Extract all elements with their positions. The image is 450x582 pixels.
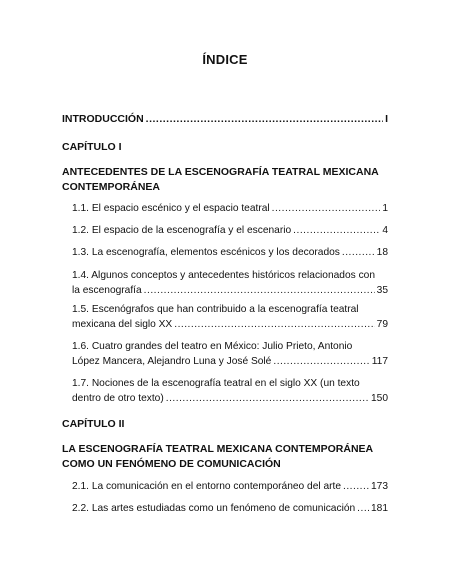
toc-entry-text: 1.4. Algunos conceptos y antecedentes históricos relacionados con (72, 270, 375, 281)
chapter-heading-line: COMO UN FENÓMENO DE COMUNICACIÓN (62, 458, 281, 470)
toc-leader-dots (174, 317, 374, 332)
toc-entry-label: INTRODUCCIÓN (62, 113, 144, 125)
toc-page-number: 117 (371, 356, 388, 367)
toc-entry (72, 302, 388, 332)
toc-leader-dots (343, 479, 369, 494)
toc-entry (72, 501, 388, 516)
chapter-heading (62, 165, 388, 195)
toc-page-number: I (385, 113, 388, 125)
toc-entry-text: 1.6. Cuatro grandes del teatro en México: Julio Prieto, Antonio (72, 341, 353, 352)
chapter-heading-line: ANTECEDENTES DE LA ESCENOGRAFÍA TEATRAL MEXICANA (62, 166, 379, 178)
page-title: ÍNDICE (202, 52, 248, 67)
chapter-heading (62, 442, 388, 472)
toc-entry-text: 1.3. La escenografía, elementos escénicos y los decorados (72, 247, 340, 258)
toc-page-number: 18 (376, 247, 388, 258)
toc-page-number: 79 (376, 319, 388, 330)
chapter-heading-line: CONTEMPORÁNEA (62, 181, 161, 193)
toc-entry-text: dentro de otro texto) (72, 393, 164, 404)
toc-entry-text: mexicana del siglo XX (72, 319, 173, 330)
toc-leader-dots (342, 245, 375, 260)
toc-entry (72, 339, 388, 369)
toc-leader-dots (272, 201, 381, 216)
toc-entry (72, 201, 388, 216)
toc-leader-dots (166, 391, 369, 406)
toc-entry (72, 376, 388, 406)
toc-entry-intro (62, 112, 388, 127)
toc-entry-text: 1.1. El espacio escénico y el espacio teatral (72, 203, 270, 214)
toc-entry-text: López Mancera, Alejandro Luna y José Solé (72, 356, 272, 367)
toc-leader-dots (273, 354, 369, 369)
toc-page-number: 1 (382, 203, 388, 214)
chapter-label: CAPÍTULO II (62, 418, 125, 430)
toc-page-number: 150 (371, 393, 388, 404)
chapter-label: CAPÍTULO I (62, 141, 122, 153)
toc-entry-text: 1.2. El espacio de la escenografía y el escenario (72, 225, 292, 236)
chapter-heading-line: LA ESCENOGRAFÍA TEATRAL MEXICANA CONTEMPORÁNEA (62, 443, 374, 455)
toc-leader-dots (293, 223, 380, 238)
toc-leader-dots (146, 112, 383, 127)
toc-page-number: 181 (371, 503, 388, 514)
toc-page-number: 4 (382, 225, 388, 236)
toc-leader-dots (144, 283, 375, 298)
toc-entry-text: 1.5. Escenógrafos que han contribuido a la escenografía teatral (72, 304, 359, 315)
toc-page-number: 173 (371, 481, 388, 492)
toc-entry (72, 245, 388, 260)
toc-page-number: 35 (376, 285, 388, 296)
toc-entry (72, 268, 388, 298)
toc-leader-dots (357, 501, 369, 516)
toc-entry-text: 1.7. Nociones de la escenografía teatral en el siglo XX (un texto (72, 378, 360, 389)
toc-entry (72, 479, 388, 494)
toc-entry (72, 223, 388, 238)
toc-entry-text: 2.1. La comunicación en el entorno contemporáneo del arte (72, 481, 342, 492)
toc-entry-text: la escenografía (72, 285, 142, 296)
toc-entry-text: 2.2. Las artes estudiadas como un fenómeno de comunicación (72, 503, 356, 514)
